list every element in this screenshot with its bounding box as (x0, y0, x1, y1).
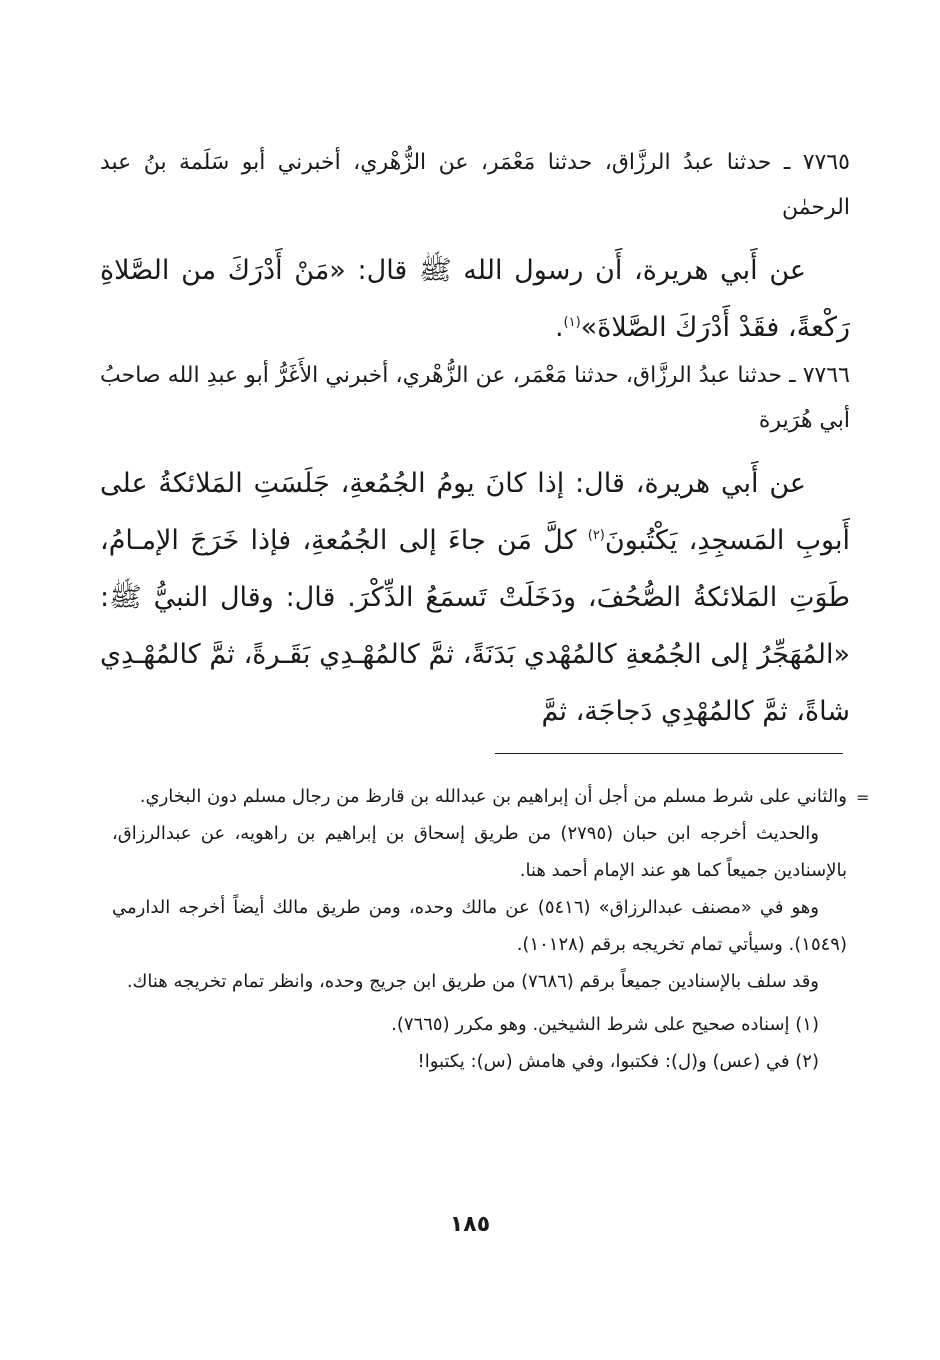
footnote-paragraph: والحديث أخرجه ابن حبان (٢٧٩٥) من طريق إسحاق بن إبراهيم بن راهويه، عن عبدالرزاق، بالإسنادين جميعاً كما هو عند الإمام أحمد هنا. (112, 823, 847, 881)
hadith-7765 (100, 140, 850, 356)
footnote-ref-1: (١) (563, 315, 581, 330)
hadith-7766-isnad: ٧٧٦٦ ـ حدثنا عبدُ الرزَّاق، حدثنا مَعْمَر، عن الزُّهْري، أخبرني الأَغَرُّ أبو عبدِ الله صاحبُ أبي هُرَيرة (100, 363, 850, 433)
hadith-7765-matn-end: . (554, 312, 564, 343)
footnote-paragraph: وهو في «مصنف عبدالرزاق» (٥٤١٦) عن مالك وحده، ومن طريق مالك أيضاً أخرجه الدارمي (١٥٤٩). وسيأتي تمام تخريجه برقم (١٠١٢٨). (112, 897, 847, 955)
footnotes (112, 778, 847, 1080)
hadith-7766 (100, 353, 850, 740)
hadith-7766-matn (100, 455, 850, 740)
footnote-notes (112, 1006, 847, 1080)
footnote-continuation-mark: = (856, 788, 870, 807)
hadith-7766-matn-continued: كلَّ مَن جاءَ إلى الجُمُعةِ، فإذا خَرَجَ الإمـامُ، طَوَتِ المَلائكةُ الصُّحُفَ، ودَخَلَتْ تَسمَعُ الذِّكْرَ. قال: وقال النبيُّ ﷺ: «المُهَجِّرُ إلى الجُمُعةِ كالمُهْدي بَدَنَةً، ثمَّ كالمُهْـدِي بَقَـرةً، ثمَّ كالمُهْـدِي شاةً، ثمَّ كالمُهْدِي دَجاجَة، ثمَّ (100, 525, 850, 727)
footnote-separator (495, 753, 843, 754)
footnote-ref-2: (٢) (587, 528, 605, 543)
hadith-7765-matn (100, 242, 850, 356)
hadith-7765-isnad: ٧٧٦٥ ـ حدثنا عبدُ الرزَّاق، حدثنا مَعْمَر، عن الزُّهْري، أخبرني أبو سَلَمة بنُ عبد الرحمٰن (100, 150, 850, 220)
page-number: ١٨٥ (449, 1212, 491, 1237)
hadith-7765-matn-text: عن أَبي هريرة، أَن رسول الله ﷺ قال: «مَنْ أَدْرَكَ من الصَّلاةِ رَكْعةً، فقَدْ أَدْرَكَ الصَّلاةَ» (100, 255, 850, 343)
hadith-7766-matn-text: عن أَبي هريرة، قال: إذا كانَ يومُ الجُمُعةِ، جَلَسَتِ المَلائكةُ على أَبوبِ المَسجِدِ، يَكْتُبونَ (100, 468, 850, 556)
footnote-1: (١) إسناده صحيح على شرط الشيخين. وهو مكرر (٧٦٦٥). (391, 1014, 819, 1035)
footnote-2: (٢) في (عس) و(ل): فكتبوا، وفي هامش (س): يكتبوا! (417, 1051, 819, 1072)
footnote-paragraph: وقد سلف بالإسنادين جميعاً برقم (٧٦٨٦) من طريق ابن جريج وحده، وانظر تمام تخريجه هناك. (126, 971, 819, 992)
footnote-paragraph: والثاني على شرط مسلم من أجل أن إبراهيم بن عبدالله بن قارظ من رجال مسلم دون البخاري. (139, 786, 847, 807)
